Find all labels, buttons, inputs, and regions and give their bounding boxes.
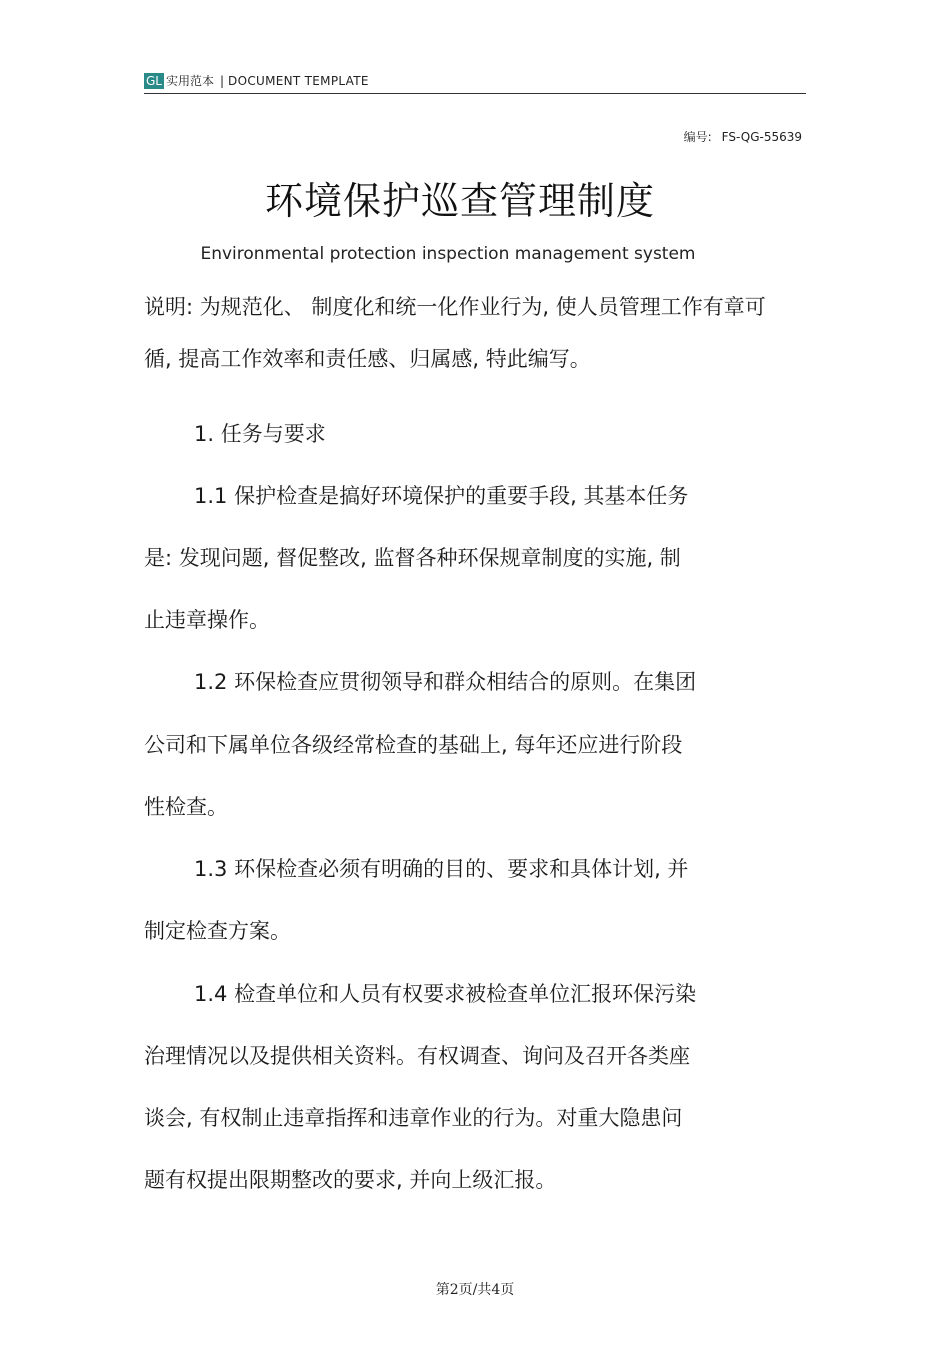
body-line: 1.3 环保检查必须有明确的目的、要求和具体计划, 并 [194, 857, 689, 881]
body-line: 是: 发现问题, 督促整改, 监督各种环保规章制度的实施, 制 [144, 546, 681, 570]
body-line: 公司和下属单位各级经常检查的基础上, 每年还应进行阶段 [144, 733, 683, 757]
body-line: 1.2 环保检查应贯彻领导和群众相结合的原则。在集团 [194, 670, 697, 694]
page-subtitle: Environmental protection inspection management system [200, 244, 696, 264]
logo-badge: GL [146, 73, 162, 88]
body-line: 谈会, 有权制止违章指挥和违章作业的行为。对重大隐患问 [144, 1106, 683, 1130]
body-line: 性检查。 [144, 795, 228, 819]
document-number-value: FS-QG-55639 [721, 130, 802, 144]
page-title: 环境保护巡查管理制度 [264, 179, 655, 223]
body-line: 1.4 检查单位和人员有权要求被检查单位汇报环保污染 [194, 982, 697, 1006]
body-line: 止违章操作。 [144, 608, 270, 632]
body-line: 题有权提出限期整改的要求, 并向上级汇报。 [144, 1168, 557, 1192]
body-line: 说明: 为规范化、 制度化和统一化作业行为, 使人员管理工作有章可 [144, 295, 766, 319]
header-logo [144, 72, 369, 89]
body-line: 治理情况以及提供相关资料。有权调查、询问及召开各类座 [144, 1044, 690, 1068]
section-heading: 1. 任务与要求 [194, 422, 326, 446]
brand-text: 实用范本 [165, 74, 214, 88]
page-footer: 第2页/共4页 [435, 1282, 515, 1298]
document-number [684, 128, 802, 145]
document-number-label: 编号: [683, 130, 712, 144]
body-line: 制定检查方案。 [144, 919, 291, 943]
template-label: DOCUMENT TEMPLATE [228, 73, 369, 88]
body-line: 循, 提高工作效率和责任感、归属感, 特此编写。 [144, 347, 591, 371]
page-header [144, 70, 806, 94]
body-line: 1.1 保护检查是搞好环境保护的重要手段, 其基本任务 [194, 484, 689, 508]
header-separator: | [220, 73, 225, 88]
